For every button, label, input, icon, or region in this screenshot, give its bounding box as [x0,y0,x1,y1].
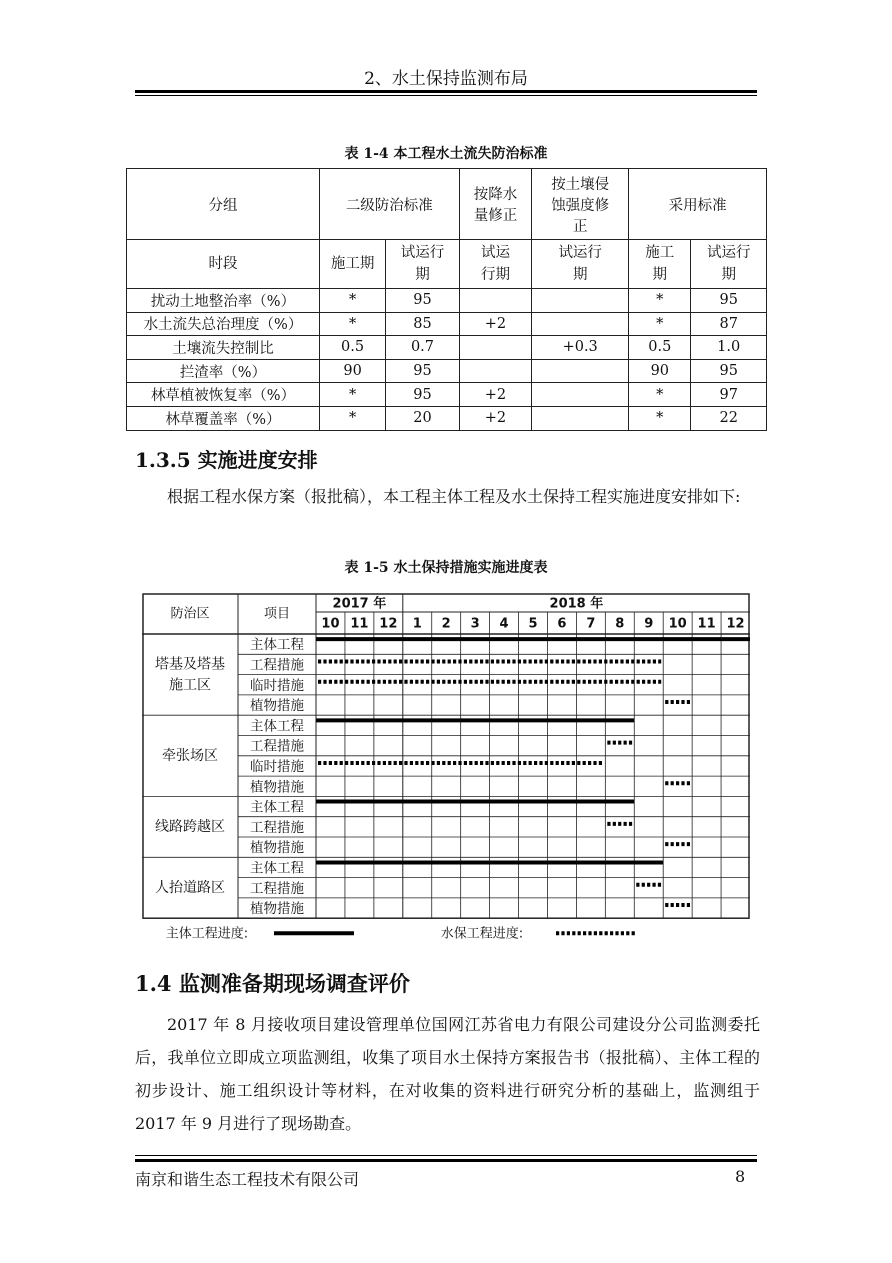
cell: 1.0 [691,336,767,360]
cell: 0.5 [629,336,691,360]
zone-label: 人抬道路区 [155,879,225,896]
cell: 95 [691,289,767,313]
cell: +2 [459,406,531,430]
cell: 95 [386,289,459,313]
cell: 97 [691,383,767,407]
header-rain-adjust: 按降水量修正 [459,169,531,240]
header-trial-rain: 试运行期 [459,240,531,289]
standards-table [126,168,767,431]
header-construction-adopt: 施工期 [629,240,691,289]
item-label: 植物措施 [250,779,304,796]
cell [459,359,531,383]
zone-label-line1: 塔基及塔基 [155,656,225,673]
zone-label-line2: 施工区 [169,677,211,694]
row-label: 土壤流失控制比 [127,336,320,360]
item-label: 主体工程 [250,799,304,816]
header-soil-adjust: 按土壤侵蚀强度修正 [532,169,629,240]
header-item: 项目 [263,606,291,622]
cell: * [319,312,385,336]
item-label: 主体工程 [250,718,304,735]
month-label: 9 [644,616,654,632]
header-period: 时段 [127,240,320,289]
cell [532,406,629,430]
cell: * [319,289,385,313]
month-label: 11 [350,616,369,632]
zone-label: 牵张场区 [162,747,218,764]
cell: 90 [629,359,691,383]
row-label: 拦渣率（%） [127,359,320,383]
cell: 20 [386,406,459,430]
cell [459,336,531,360]
item-label: 植物措施 [250,901,304,918]
item-label: 工程措施 [250,880,304,897]
item-label: 工程措施 [250,819,304,836]
item-label: 主体工程 [250,860,304,877]
cell: +2 [459,383,531,407]
month-label: 10 [668,616,687,632]
row-label: 扰动土地整治率（%） [127,289,320,313]
section-1-4-title: 1.4 监测准备期现场调查评价 [135,971,410,996]
item-label: 临时措施 [250,758,304,775]
month-label: 10 [321,616,340,632]
item-label: 工程措施 [250,738,304,755]
cell: * [629,312,691,336]
header-group: 分组 [127,169,320,240]
page-number: 8 [735,1167,746,1186]
item-label: 植物措施 [250,698,304,715]
table-1-5-caption: 表 1-5 水土保持措施实施进度表 [344,560,548,576]
header-trial-soil: 试运行期 [532,240,629,289]
month-label: 2 [441,616,451,632]
section-1-4-paragraph: 2017 年 8 月接收项目建设管理单位国网江苏省电力有限公司建设分公司监测委托后，我单位立即成立项监测组，收集了项目水土保持方案报告书（报批稿）、主体工程的初步设计、施工组织设计等材料，在对收集的资料进行研究分析的基础上，监测组于 2017 年 9 月进行了现场勘查。 [135,1015,760,1133]
cell: 85 [386,312,459,336]
header-trial-adopt: 试运行期 [691,240,767,289]
cell [532,359,629,383]
month-label: 7 [586,616,596,632]
item-label: 主体工程 [250,637,304,654]
cell [532,312,629,336]
cell [532,289,629,313]
legend-main-label: 主体工程进度: [165,926,249,942]
month-label: 12 [379,616,398,632]
legend-water-label: 水保工程进度: [440,926,524,942]
month-label: 5 [528,616,538,632]
year-2017-label: 2017 年 [332,596,387,612]
footer-company: 南京和谐生态工程技术有限公司 [135,1170,360,1189]
month-label: 11 [697,616,716,632]
footer-rule-thin [135,1155,757,1156]
item-label: 临时措施 [250,677,304,694]
cell: 95 [386,383,459,407]
cell: 22 [691,406,767,430]
cell: 95 [386,359,459,383]
row-label: 林草植被恢复率（%） [127,383,320,407]
month-label: 8 [615,616,625,632]
cell: * [629,383,691,407]
month-label: 12 [726,616,745,632]
cell [459,289,531,313]
section-1-3-5-title: 1.3.5 实施进度安排 [135,448,318,472]
footer-rule-thick [135,1159,757,1162]
cell: 87 [691,312,767,336]
row-label: 水土流失总治理度（%） [127,312,320,336]
section-1-3-5-paragraph: 根据工程水保方案（报批稿），本工程主体工程及水土保持工程实施进度安排如下: [167,487,741,506]
cell: 0.7 [386,336,459,360]
header-rule-thin [135,95,757,96]
header-trial: 试运行期 [386,240,459,289]
cell: 0.5 [319,336,385,360]
header-level2: 二级防治标准 [319,169,459,240]
item-label: 植物措施 [250,840,304,857]
month-label: 4 [499,616,509,632]
running-header: 2、水土保持监测布局 [364,69,528,89]
header-zone: 防治区 [170,606,210,622]
item-label: 工程措施 [250,657,304,674]
cell: * [319,406,385,430]
row-label: 林草覆盖率（%） [127,406,320,430]
cell: * [629,406,691,430]
cell: +2 [459,312,531,336]
month-label: 3 [470,616,480,632]
year-2018-label: 2018 年 [549,596,604,612]
cell: * [629,289,691,313]
month-label: 6 [557,616,567,632]
header-rule-thick [135,90,757,93]
cell: * [319,383,385,407]
cell: 95 [691,359,767,383]
zone-label: 线路跨越区 [155,818,225,835]
header-construction: 施工期 [319,240,385,289]
cell [532,383,629,407]
schedule-gantt-table [142,592,754,954]
header-adopted: 采用标准 [629,169,767,240]
table-1-4-caption: 表 1-4 本工程水土流失防治标准 [344,146,548,162]
cell: 90 [319,359,385,383]
cell: +0.3 [532,336,629,360]
month-label: 1 [412,616,422,632]
